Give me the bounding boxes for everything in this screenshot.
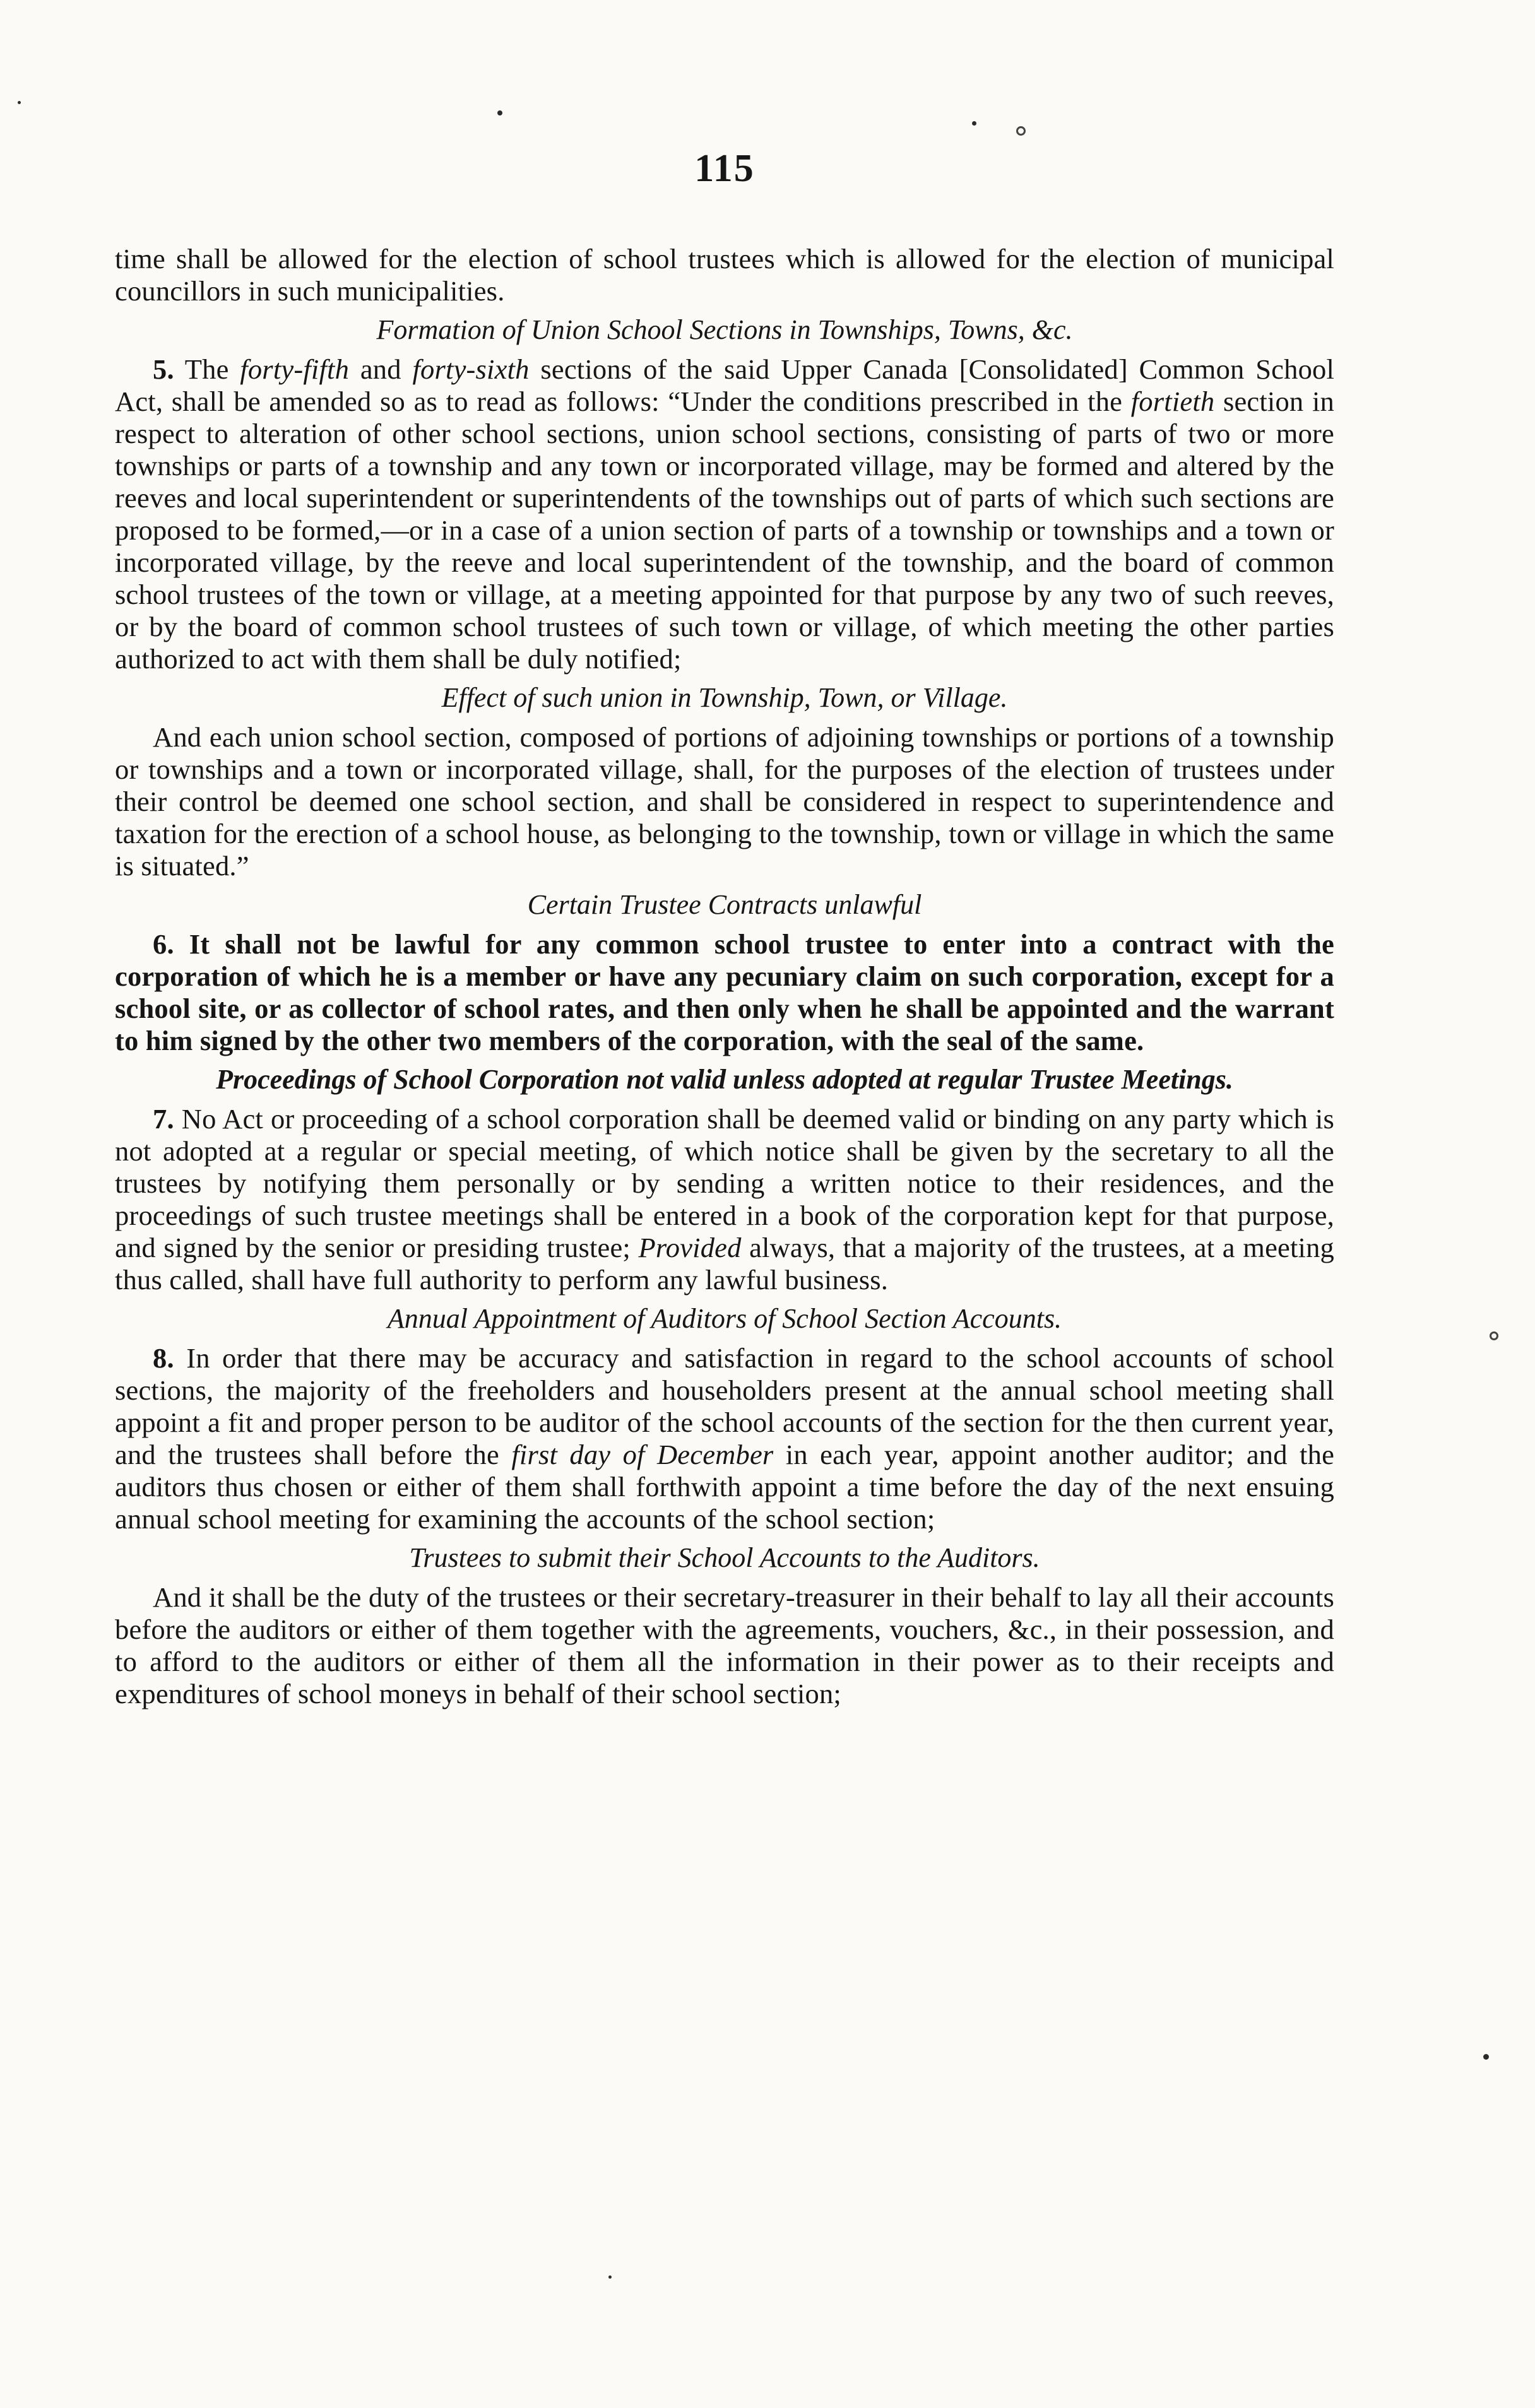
document-body: [115, 243, 1334, 1710]
section-text: and: [360, 353, 401, 385]
scan-speck: [497, 110, 502, 115]
section-text: always, that a majority of the trustees, at a meeting thus called, shall have full authority to perform any lawful business.: [115, 1232, 1334, 1295]
section-number: 5.: [153, 353, 174, 385]
section-text: In order that there may be accuracy and satisfaction in regard to the school accounts of school sections, the majority of the freeholders and householders present at the annual school meeting shall appoint a fit and proper person to be auditor of the school accounts of the section for the then current year, and the trustees shall before the: [115, 1342, 1334, 1470]
scan-speck: [1016, 126, 1026, 136]
heading-effect-of-union: Effect of such union in Township, Town, or Village.: [441, 682, 1008, 713]
section-number: 7.: [153, 1103, 174, 1135]
document-page: [115, 0, 1334, 2408]
italic-term: forty-fifth: [240, 353, 350, 385]
heading-trustee-contracts: Certain Trustee Contracts unlawful: [527, 889, 922, 920]
italic-term: forty-sixth: [412, 353, 530, 385]
scan-speck: [972, 121, 976, 126]
section-8-paragraph: [115, 1342, 1334, 1535]
scan-speck: [1490, 1331, 1498, 1340]
section-text: in each year, appoint another auditor; and the auditors thus chosen or either of them shall forthwith appoint a time before the day of the next ensuing annual school meeting for examining the accounts of the school section;: [115, 1439, 1335, 1535]
scan-speck: [608, 2275, 612, 2279]
section-text: section in respect to alteration of other school sections, union school sections, consisting of parts of two or more townships or parts of a township and any town or incorporated village, may be formed and altered by the reeves and local superintendent or superintendents of the townships out of parts of which such sections are proposed to be formed,—or in a case of a union section of parts of a township or townships and a town or incorporated village, by the reeve and local superintendent of the township, and the board of common school trustees of the town or village, at a meeting appointed for that purpose by any two of such reeves, or by the board of common school trustees of such town or village, of which meeting the other parties authorized to act with them shall be duly notified;: [115, 386, 1334, 675]
section-text: sections of the said Upper Canada [Consolidated] Common School Act, shall be amended so as to read as follows: “Under the conditions prescribed in the: [115, 353, 1335, 417]
section-6-paragraph: [115, 928, 1334, 1057]
heading-union-school-sections: Formation of Union School Sections in Townships, Towns, &c.: [376, 314, 1073, 345]
section-number: 8.: [153, 1342, 174, 1374]
section-5-paragraph: [115, 353, 1334, 675]
heading-proceedings-validity: Proceedings of School Corporation not valid unless adopted at regular Trustee Meetings.: [216, 1064, 1233, 1095]
section-number: 6.: [153, 928, 174, 960]
heading-submit-accounts: Trustees to submit their School Accounts to the Auditors.: [409, 1542, 1040, 1573]
italic-term: first day of December: [511, 1439, 774, 1470]
paragraph-union-section: And each union school section, composed of portions of adjoining townships or portions of a township or townships and a town or incorporated village, shall, for the purposes of the election of trustees under their control be deemed one school section, and shall be considered in respect to superintendence and taxation for the erection of a school house, as belonging to the township, town or village in which the same is situated.”: [115, 721, 1334, 882]
paragraph-trustee-duty: And it shall be the duty of the trustees or their secretary-treasurer in their behalf to lay all their accounts before the auditors or either of them together with the agreements, vouchers, &c., in their possession, and to afford to the auditors or either of them all the information in their power as to their receipts and expenditures of school moneys in behalf of their school section;: [115, 1581, 1334, 1709]
italic-term: fortieth: [1130, 386, 1215, 417]
section-text: The: [184, 353, 229, 385]
section-text: No Act or proceeding of a school corporation shall be deemed valid or binding on any party which is not adopted at a regular or special meeting, of which notice shall be given by the secretary to all the trustees by notifying them personally or by sending a written notice to their residences, and the proceedings of such trustee meetings shall be entered in a book of the corporation kept for that purpose, and signed by the senior or presiding trustee;: [115, 1103, 1334, 1263]
scan-speck: [18, 101, 21, 104]
page-number: 115: [694, 147, 755, 190]
italic-term: Provided: [638, 1232, 742, 1263]
section-7-paragraph: [115, 1103, 1334, 1296]
section-text: It shall not be lawful for any common school trustee to enter into a contract with the corporation of which he is a member or have any pecuniary claim on such corporation, except for a school site, or as collector of school rates, and then only when he shall be appointed and the warrant to him signed by the other two members of the corporation, with the seal of the same.: [115, 928, 1335, 1056]
paragraph-continuation: time shall be allowed for the election of school trustees which is allowed for the election of municipal councillors in such municipalities.: [115, 243, 1334, 307]
scan-speck: [1483, 2054, 1489, 2060]
heading-annual-auditors: Annual Appointment of Auditors of School Section Accounts.: [387, 1303, 1062, 1334]
